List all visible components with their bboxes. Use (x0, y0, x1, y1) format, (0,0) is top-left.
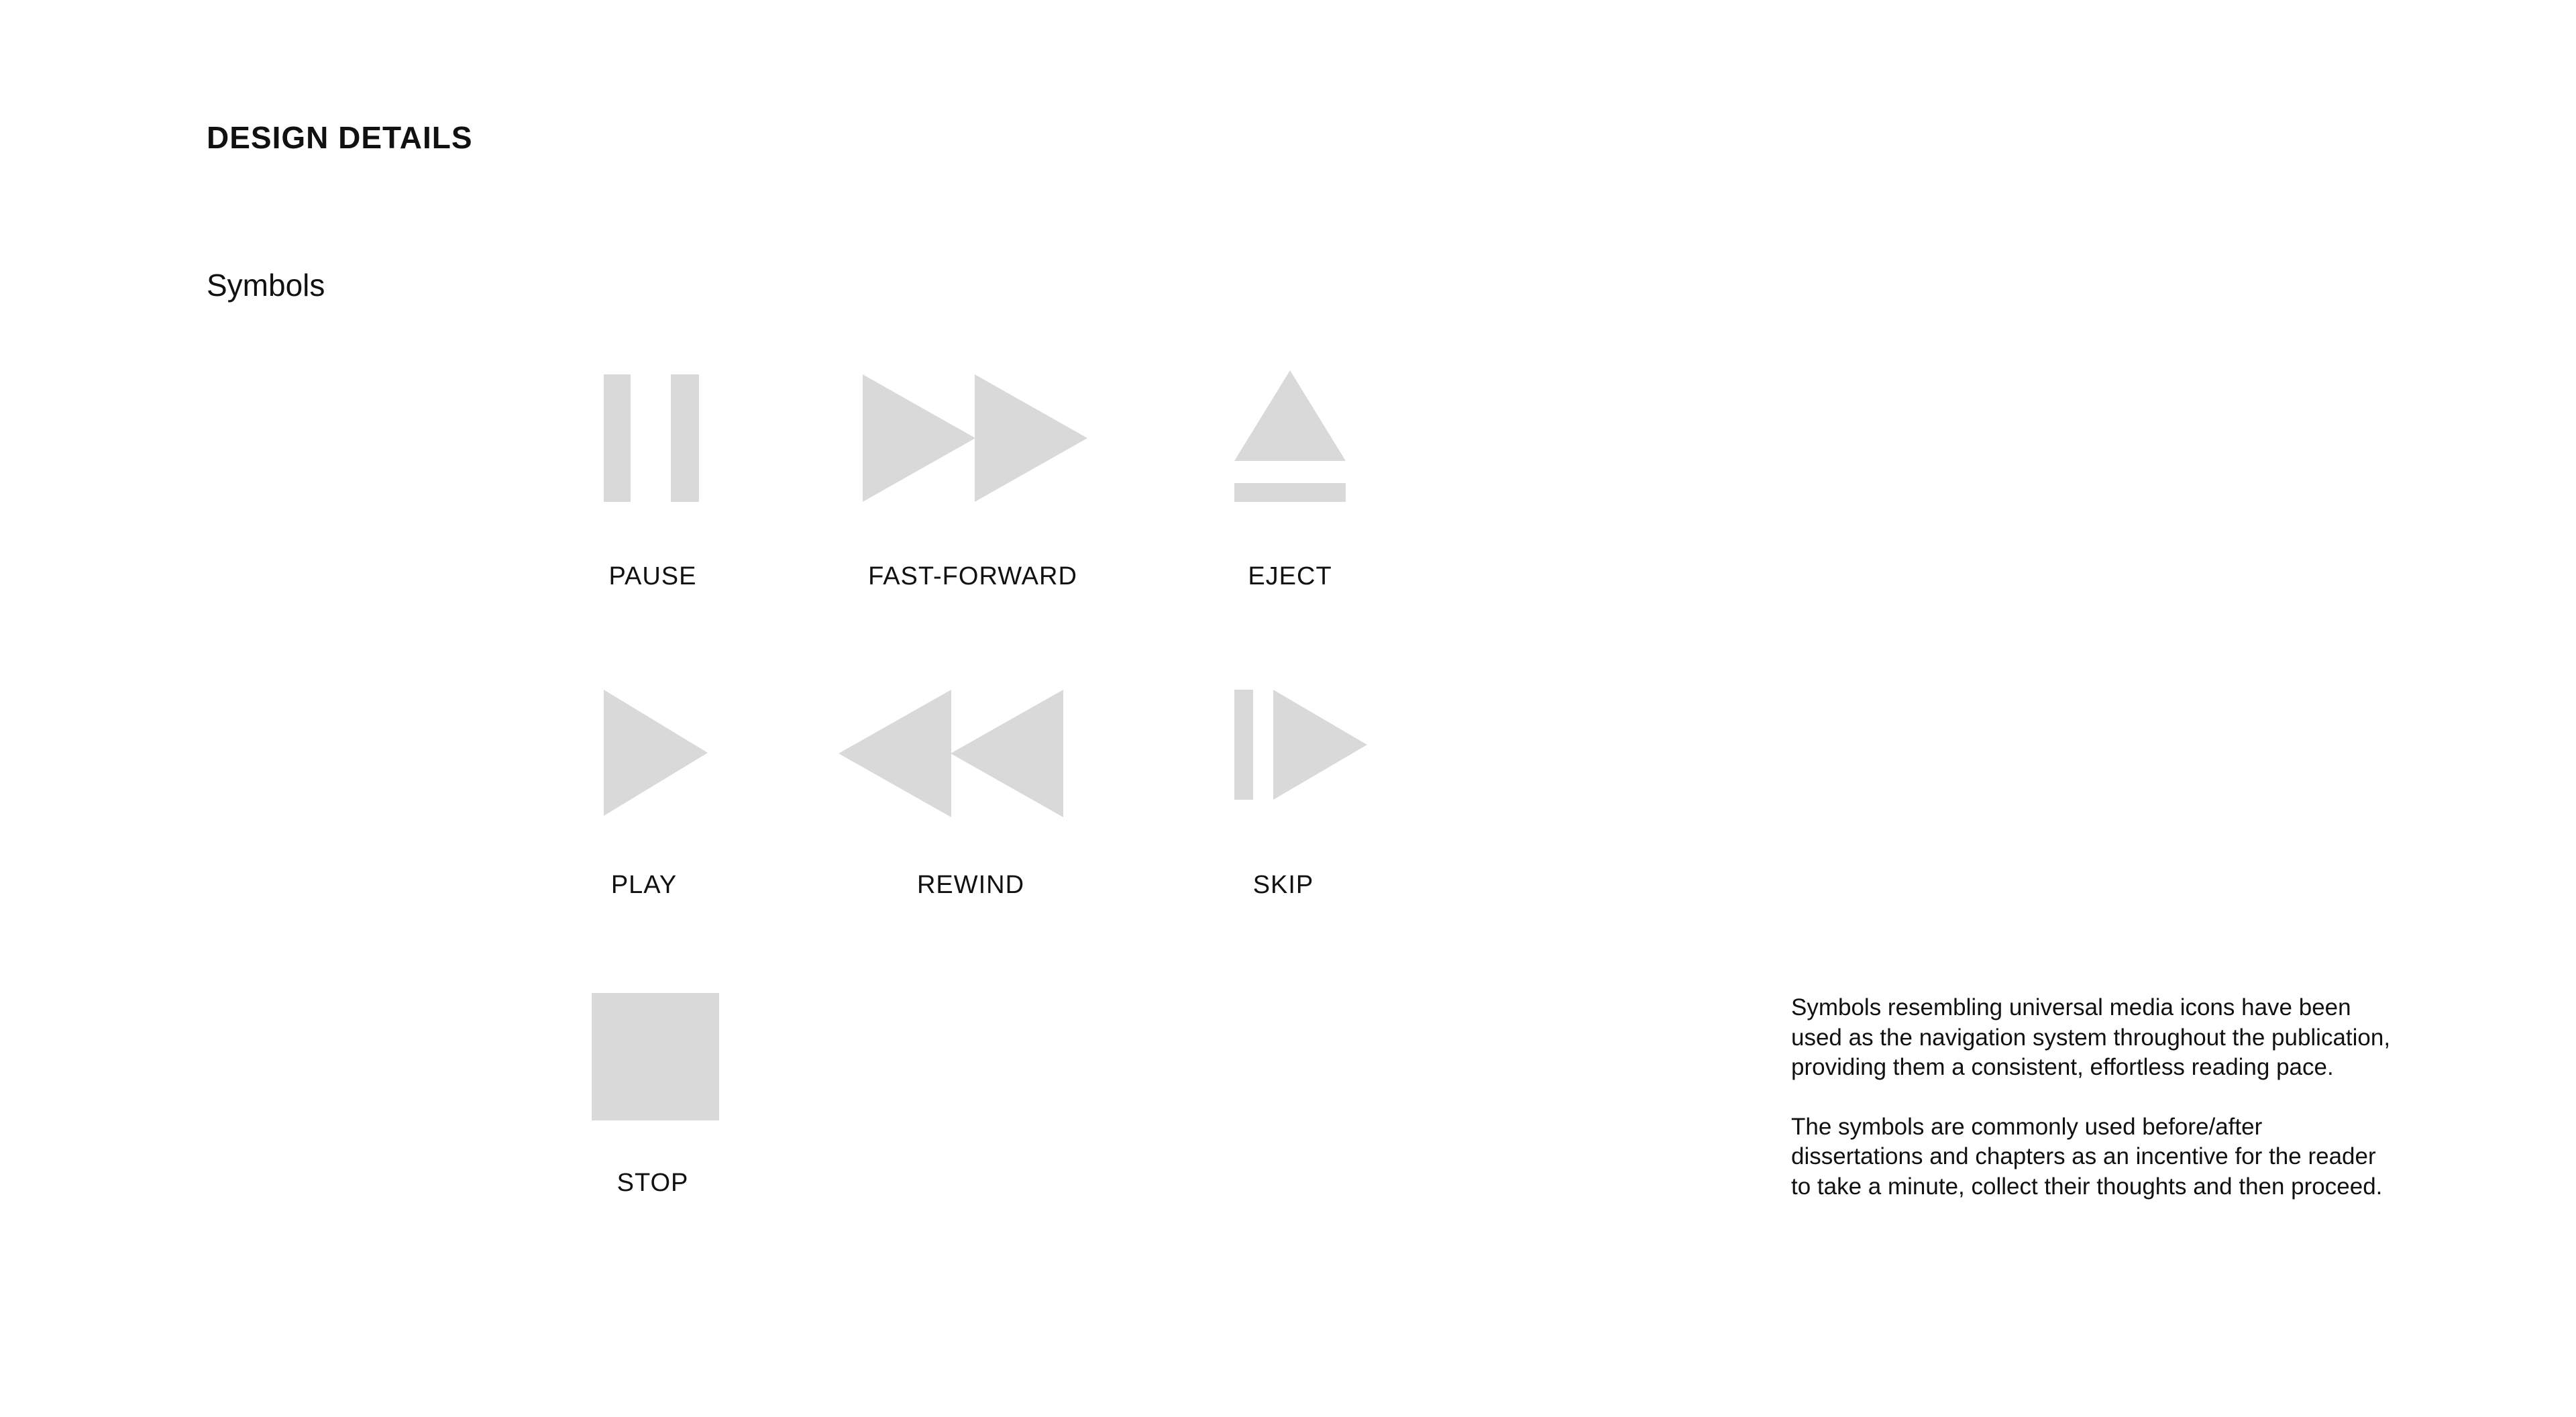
page-title: DESIGN DETAILS (207, 120, 473, 155)
pause-icon-graphic (604, 374, 699, 502)
description-paragraph-2: The symbols are commonly used before/after dissertations and chapters as an incentive for the reader to take a minute, collect their thoughts and then proceed. (1791, 1113, 2383, 1200)
eject-label: EJECT (1248, 562, 1332, 590)
skip-icon (1234, 690, 1367, 800)
stop-label: STOP (616, 1169, 689, 1197)
fast-forward-icon-graphic (863, 374, 1087, 502)
pause-icon (604, 374, 699, 502)
pause-label: PAUSE (608, 562, 697, 590)
eject-icon (1234, 370, 1346, 502)
play-icon (604, 690, 708, 816)
fast-forward-label: FAST-FORWARD (868, 562, 1077, 590)
rewind-icon (839, 690, 1063, 817)
fast-forward-icon (863, 374, 1087, 502)
section-subtitle: Symbols (207, 268, 325, 303)
rewind-icon-graphic (839, 690, 1063, 817)
play-icon-graphic (604, 690, 708, 816)
skip-icon-graphic (1234, 690, 1367, 800)
stop-icon-graphic (592, 993, 719, 1120)
symbols-description (1791, 993, 2395, 1231)
skip-label: SKIP (1252, 871, 1314, 899)
play-label: PLAY (610, 871, 678, 899)
rewind-label: REWIND (916, 871, 1025, 899)
stop-icon (592, 993, 719, 1120)
description-paragraph-1: Symbols resembling universal media icons have been used as the navigation system throughout the publication, providing them a consistent, effortless reading pace. (1791, 994, 2391, 1080)
eject-icon-graphic (1234, 370, 1346, 502)
